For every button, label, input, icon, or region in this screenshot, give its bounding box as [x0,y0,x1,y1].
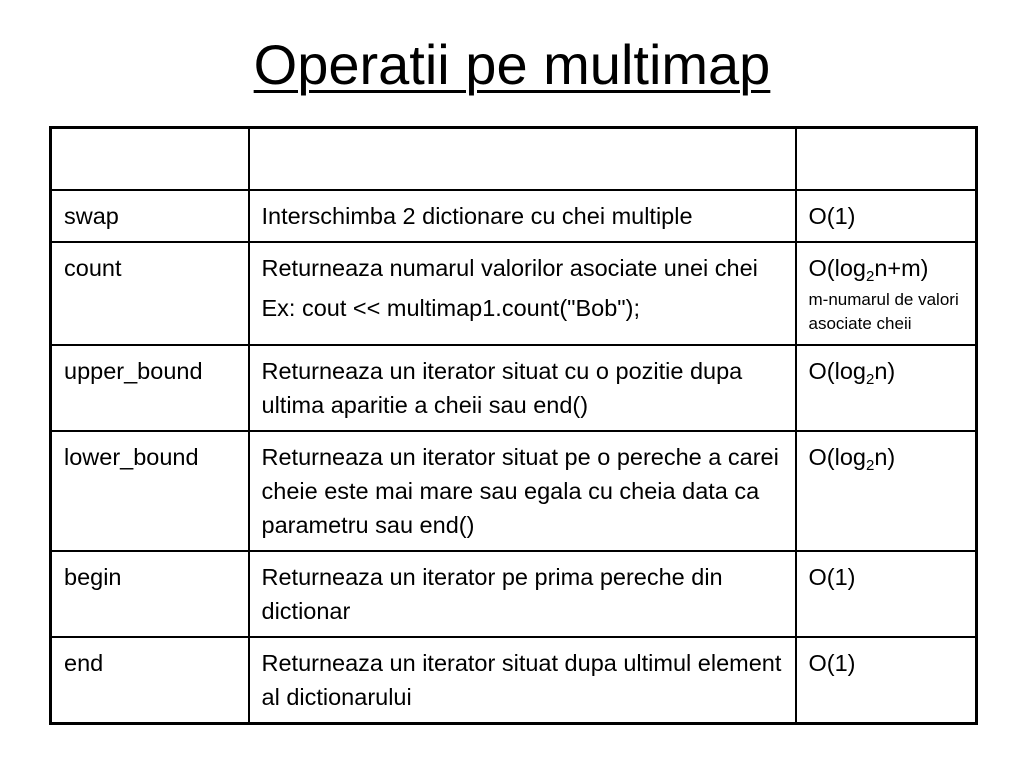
operation-complexity: O(1) [796,190,977,242]
operation-complexity: O(1) [796,637,977,724]
operation-name: swap [51,190,249,242]
operation-example: Ex: cout << multimap1.count("Bob"); [261,295,641,321]
slide-title: Operatii pe multimap [253,33,771,96]
operation-description: Returneaza un iterator pe prima pereche din dictionar [249,551,796,637]
operation-name: upper_bound [51,345,249,431]
operation-name: count [51,242,249,345]
operations-table [49,126,978,725]
complexity-note: m-numarul de valori asociate cheii [808,290,959,333]
operation-name: begin [51,551,249,637]
operation-complexity: $O(\log_2n)$ [796,431,977,551]
table-row [51,345,977,431]
operation-description: Returneaza numarul valorilor asociate unei chei [261,255,758,281]
log-base: 2 [865,371,875,388]
operation-complexity: $O(\log_2n)$ [796,345,977,431]
log-base: 2 [865,268,875,285]
header-cell [796,128,977,191]
log-base: 2 [865,457,875,474]
table-row [51,190,977,242]
table-row [51,551,977,637]
operation-name: end [51,637,249,724]
operation-complexity-cell [796,242,977,345]
table-row [51,637,977,724]
operation-complexity: O(1) [796,551,977,637]
header-cell [51,128,249,191]
operation-name: lower_bound [51,431,249,551]
operation-complexity: $O(\log_2n+m)$ [808,255,929,285]
operation-description: Interschimba 2 dictionare cu chei multiple [249,190,796,242]
table-header-row [51,128,977,191]
operation-description-cell [249,242,796,345]
table-row [51,242,977,345]
operation-description: Returneaza un iterator situat pe o pereche a carei cheie este mai mare sau egala cu cheia data ca parametru sau end() [249,431,796,551]
header-cell [249,128,796,191]
operation-description: Returneaza un iterator situat cu o pozitie dupa ultima aparitie a cheii sau end() [249,345,796,431]
operation-description: Returneaza un iterator situat dupa ultimul element al dictionarului [249,637,796,724]
table-row [51,431,977,551]
